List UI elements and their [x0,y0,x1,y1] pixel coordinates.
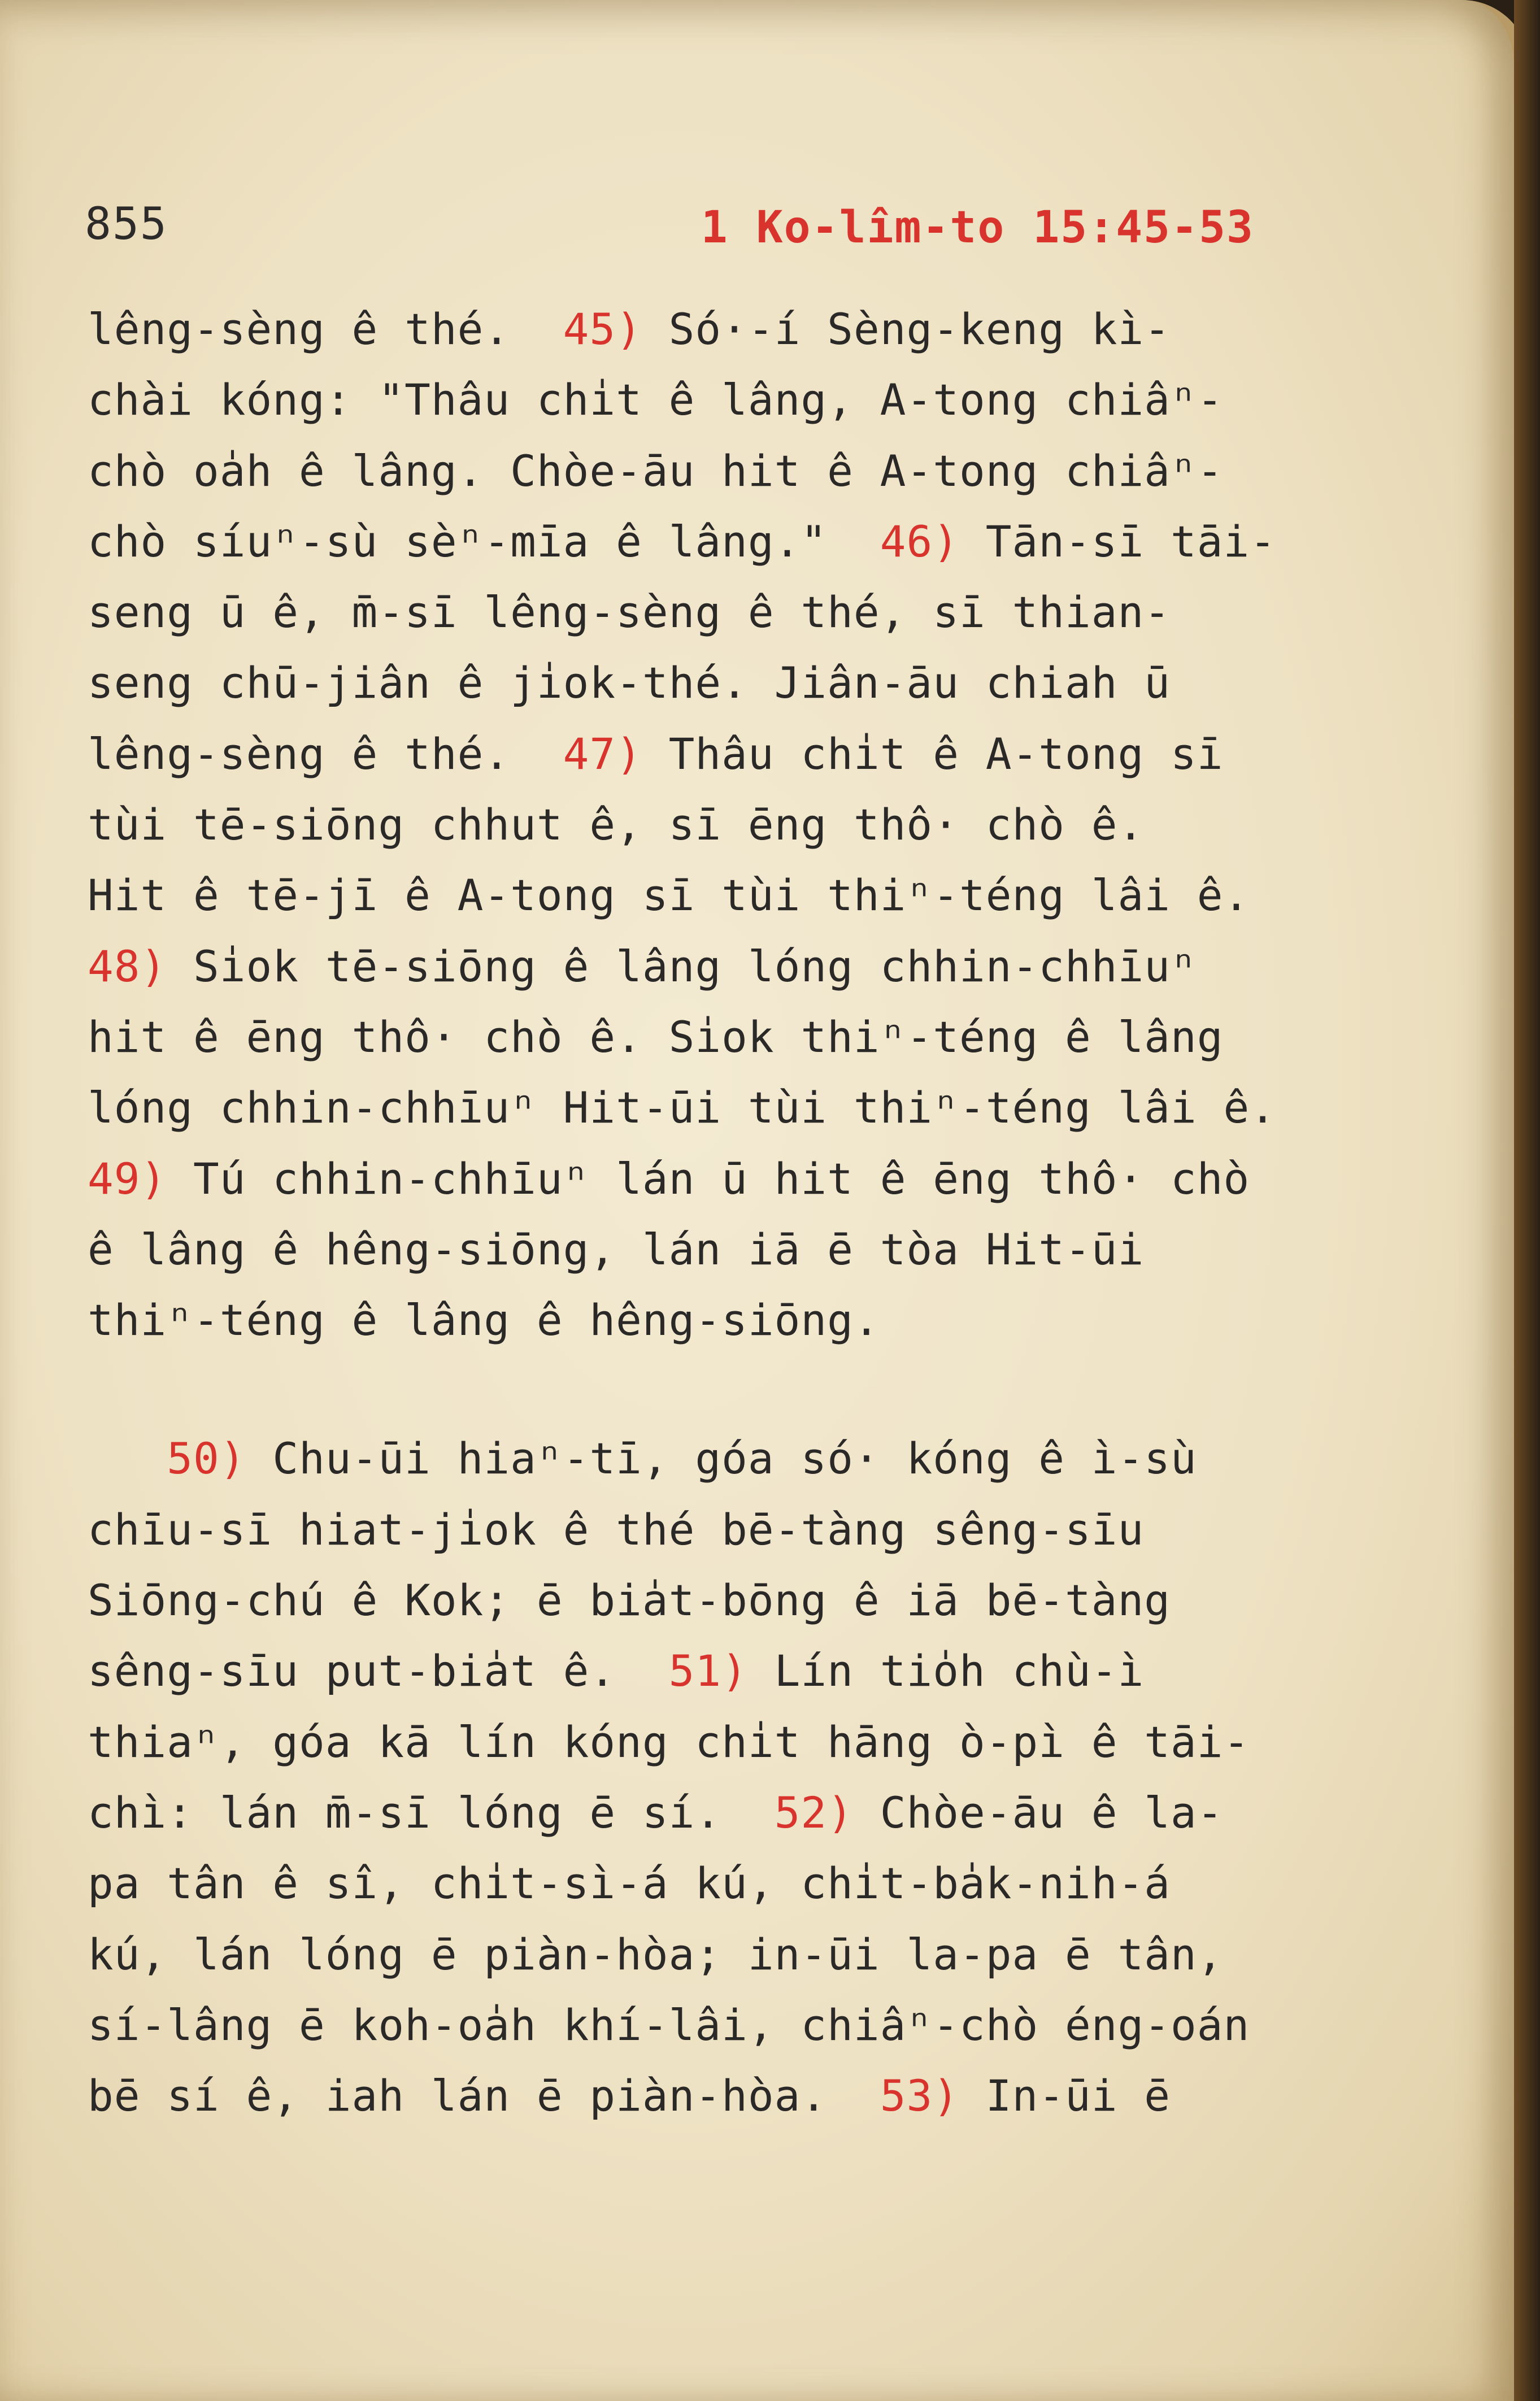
text-segment: hit ê ēng thô· chò ê. Si̍ok thiⁿ-téng ê lâng [88,1011,1224,1062]
paragraph-break [88,1355,1387,1423]
text-segment: Tān-sī tāi- [959,516,1277,567]
verse-number: 52) [774,1787,854,1838]
verse-number: 50) [167,1433,246,1484]
text-line [88,789,1387,860]
text-segment: sí-lâng ē koh-oa̍h khí-lâi, chiâⁿ-chò éng-oán [88,1999,1250,2050]
text-segment: chò síuⁿ-sù sèⁿ-mīa ê lâng." [88,516,880,567]
page-header [85,199,1254,261]
text-segment: thiaⁿ, góa kā lín kóng chi̍t hāng ò-pì ê tāi- [88,1716,1250,1767]
text-line [88,1002,1387,1072]
text-line [88,294,1387,364]
verse-number: 53) [880,2071,959,2121]
text-segment: bē sí ê, iah lán ē piàn-hòa. [88,2071,880,2121]
running-title: 1 Ko-lîm-to 15:45-53 [701,202,1254,253]
text-segment: Hit ê tē-jī ê A-tong sī tùi thiⁿ-téng lâi ê. [88,870,1250,921]
text-segment: kú, lán lóng ē piàn-hòa; in-ūi la-pa ē tân, [88,1929,1224,1980]
text-line [88,1919,1387,1990]
text-line [88,1636,1387,1706]
text-line [88,1214,1387,1285]
text-line [88,1777,1387,1848]
text-segment: sêng-sīu put-bia̍t ê. [88,1646,669,1697]
text-line [88,1285,1387,1355]
text-segment: lêng-sèng ê thé. [88,728,563,779]
text-segment: Si̍ok tē-siōng ê lâng lóng chhin-chhīuⁿ [167,941,1197,991]
text-line [88,1707,1387,1777]
text-line [88,719,1387,789]
text-line [88,647,1387,718]
text-line [88,436,1387,506]
text-segment: chài kóng: "Thâu chi̍t ê lâng, A-tong chiâⁿ- [88,375,1224,425]
page-number: 855 [85,199,168,250]
text-segment: Tú chhin-chhīuⁿ lán ū hit ê ēng thô· chò [167,1153,1250,1204]
text-segment: chīu-sī hiat-ji̍ok ê thé bē-tàng sêng-sīu [88,1504,1145,1555]
text-segment: In-ūi ē [959,2071,1171,2121]
text-line [88,1494,1387,1565]
text-segment: chò oa̍h ê lâng. Chòe-āu hit ê A-tong chiâⁿ- [88,445,1224,496]
book-edge [1514,0,1540,2401]
text-segment: Thâu chi̍t ê A-tong sī [642,728,1224,779]
verse-number: 48) [88,941,167,991]
text-line [88,931,1387,1002]
verse-number: 51) [668,1646,748,1697]
text-segment: Chu-ūi hiaⁿ-tī, góa só· kóng ê ì-sù [246,1433,1197,1484]
text-segment: Só·-í Sèng-keng kì- [642,304,1171,354]
text-line [88,364,1387,435]
text-segment: seng chū-jiân ê ji̍ok-thé. Jiân-āu chiah ū [88,658,1171,708]
text-segment: seng ū ê, m̄-sī lêng-sèng ê thé, sī thian- [88,587,1171,638]
text-line [88,1990,1387,2060]
text-segment: Siōng-chú ê Kok; ē bia̍t-bōng ê iā bē-tàng [88,1575,1171,1626]
text-line [88,577,1387,647]
text-segment: Lín tio̍h chù-ì [747,1646,1145,1697]
text-segment: lóng chhin-chhīuⁿ Hit-ūi tùi thiⁿ-téng lâi ê. [88,1082,1277,1133]
verse-number: 47) [563,728,642,779]
text-segment [88,1433,167,1484]
text-line [88,1423,1387,1494]
text-segment: Chòe-āu ê la- [853,1787,1224,1838]
text-segment: chì: lán m̄-sī lóng ē sí. [88,1787,775,1838]
text-line [88,506,1387,577]
text-line [88,1072,1387,1143]
text-line [88,2060,1387,2131]
scripture-text [88,294,1387,2131]
text-line [88,1848,1387,1919]
text-segment: thiⁿ-téng ê lâng ê hêng-siōng. [88,1295,880,1346]
text-segment: pa tân ê sî, chi̍t-sì-á kú, chi̍t-ba̍k-nih-á [88,1858,1171,1909]
text-segment: ê lâng ê hêng-siōng, lán iā ē tòa Hit-ūi [88,1224,1145,1275]
text-line [88,1143,1387,1214]
text-line [88,1565,1387,1636]
verse-number: 46) [880,516,959,567]
verse-number: 45) [563,304,642,354]
verse-number: 49) [88,1153,167,1204]
text-line [88,860,1387,930]
text-segment: tùi tē-siōng chhut ê, sī ēng thô· chò ê. [88,799,1145,850]
text-segment: lêng-sèng ê thé. [88,304,563,354]
